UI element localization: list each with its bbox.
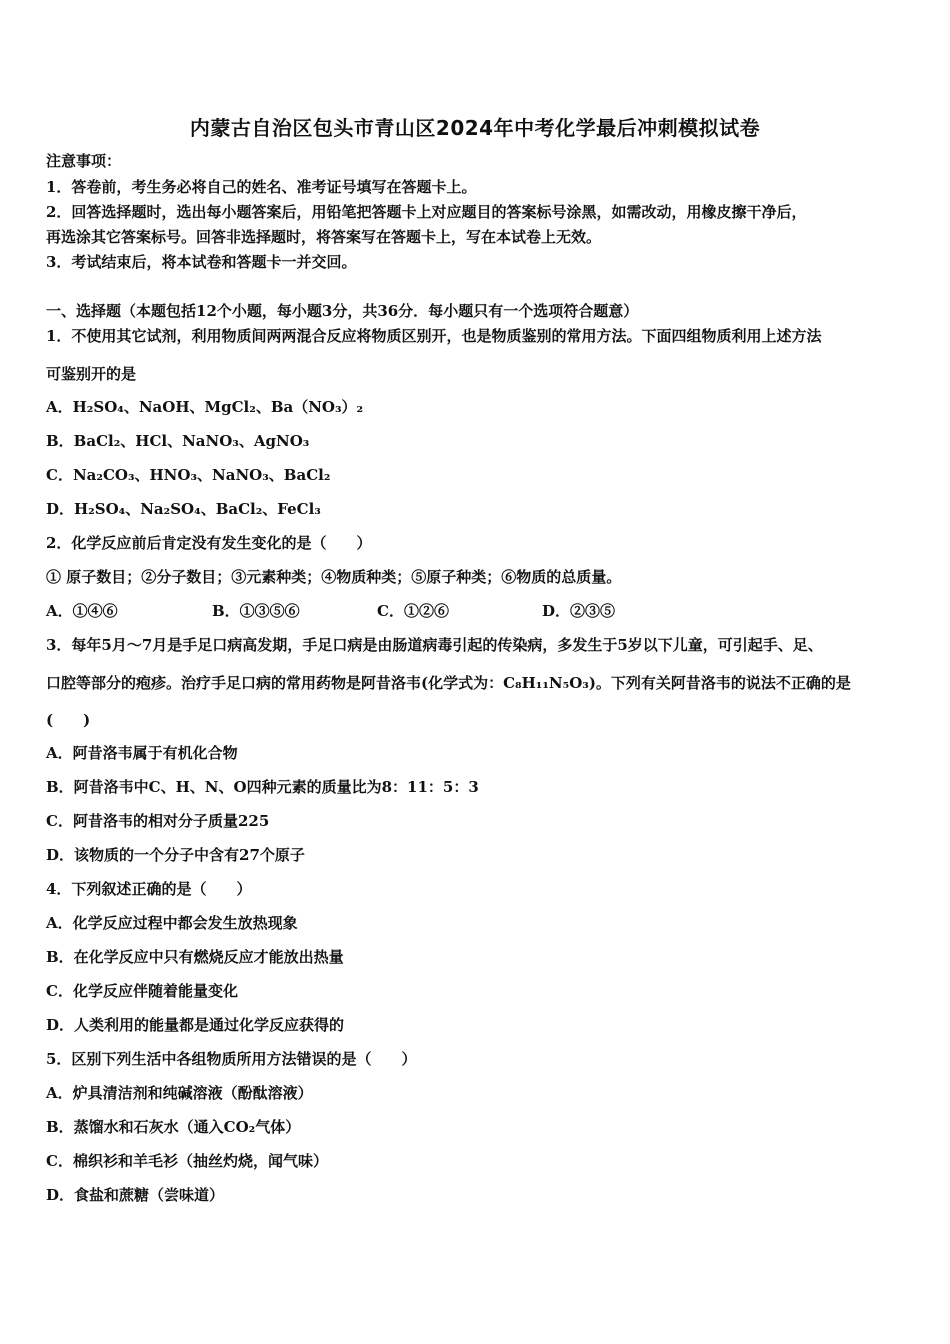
q2-option-c: C．①②⑥ bbox=[377, 602, 449, 620]
q4-option-b: B．在化学反应中只有燃烧反应才能放出热量 bbox=[46, 948, 344, 966]
q1-option-c: C．Na₂CO₃、HNO₃、NaNO₃、BaCl₂ bbox=[46, 466, 331, 484]
q4-option-d: D．人类利用的能量都是通过化学反应获得的 bbox=[46, 1016, 345, 1034]
q5-option-b: B．蒸馏水和石灰水（通入CO₂气体） bbox=[46, 1118, 301, 1136]
q4-option-a: A．化学反应过程中都会发生放热现象 bbox=[46, 914, 298, 932]
q3-stem-line1: 3．每年5月～7月是手足口病高发期，手足口病是由肠道病毒引起的传染病，多发生于5岁以下儿童，可引起手、足、 bbox=[46, 636, 823, 654]
q2-option-d: D．②③⑤ bbox=[542, 602, 616, 620]
q1-option-d: D．H₂SO₄、Na₂SO₄、BaCl₂、FeCl₃ bbox=[46, 500, 321, 518]
notice-item-2: 2．回答选择题时，选出每小题答案后，用铅笔把答题卡上对应题目的答案标号涂黑，如需改动，用橡皮擦干净后， bbox=[46, 203, 807, 221]
q3-option-c: C．阿昔洛韦的相对分子质量225 bbox=[46, 812, 270, 830]
q2-items: ① 原子数目；②分子数目；③元素种类；④物质种类；⑤原子种类；⑥物质的总质量。 bbox=[46, 568, 622, 586]
q1-stem-line2: 可鉴别开的是 bbox=[46, 365, 137, 383]
page-title: 内蒙古自治区包头市青山区2024年中考化学最后冲刺模拟试卷 bbox=[189, 116, 761, 140]
q3-option-d: D．该物质的一个分子中含有27个原子 bbox=[46, 846, 305, 864]
q5-option-d: D．食盐和蔗糖（尝味道） bbox=[46, 1186, 225, 1204]
q5-option-a: A．炉具清洁剂和纯碱溶液（酚酞溶液） bbox=[46, 1084, 313, 1102]
q2-stem: 2．化学反应前后肯定没有发生变化的是（ ） bbox=[46, 534, 372, 552]
q4-option-c: C．化学反应伴随着能量变化 bbox=[46, 982, 238, 1000]
notice-item-2-cont: 再选涂其它答案标号。回答非选择题时，将答案写在答题卡上，写在本试卷上无效。 bbox=[46, 228, 602, 246]
notice-item-3: 3．考试结束后，将本试卷和答题卡一并交回。 bbox=[46, 253, 357, 271]
notice-item-1: 1．答卷前，考生务必将自己的姓名、准考证号填写在答题卡上。 bbox=[46, 178, 477, 196]
q5-option-c: C．棉织衫和羊毛衫（抽丝灼烧，闻气味） bbox=[46, 1152, 328, 1170]
q5-stem: 5．区别下列生活中各组物质所用方法错误的是（ ） bbox=[46, 1050, 417, 1068]
q3-option-b: B．阿昔洛韦中C、H、N、O四种元素的质量比为8：11：5：3 bbox=[46, 778, 479, 796]
q1-stem-line1: 1．不使用其它试剂，利用物质间两两混合反应将物质区别开，也是物质鉴别的常用方法。下面四组物质利用上述方法 bbox=[46, 327, 822, 345]
notice-heading: 注意事项： bbox=[46, 152, 122, 170]
q1-option-a: A．H₂SO₄、NaOH、MgCl₂、Ba（NO₃）₂ bbox=[46, 398, 364, 416]
q2-option-b: B．①③⑤⑥ bbox=[212, 602, 300, 620]
q2-option-a: A．①④⑥ bbox=[46, 602, 118, 620]
q1-option-b: B．BaCl₂、HCl、NaNO₃、AgNO₃ bbox=[46, 432, 310, 450]
q3-option-a: A．阿昔洛韦属于有机化合物 bbox=[46, 744, 238, 762]
section-heading: 一、选择题（本题包括12个小题，每小题3分，共36分．每小题只有一个选项符合题意） bbox=[46, 302, 639, 320]
q3-stem-line2: 口腔等部分的疱疹。治疗手足口病的常用药物是阿昔洛韦(化学式为：C₈H₁₁N₅O₃)。下列有关阿昔洛韦的说法不正确的是 bbox=[46, 674, 851, 692]
q3-stem-line3: ( ) bbox=[46, 711, 91, 729]
q4-stem: 4．下列叙述正确的是（ ） bbox=[46, 880, 252, 898]
